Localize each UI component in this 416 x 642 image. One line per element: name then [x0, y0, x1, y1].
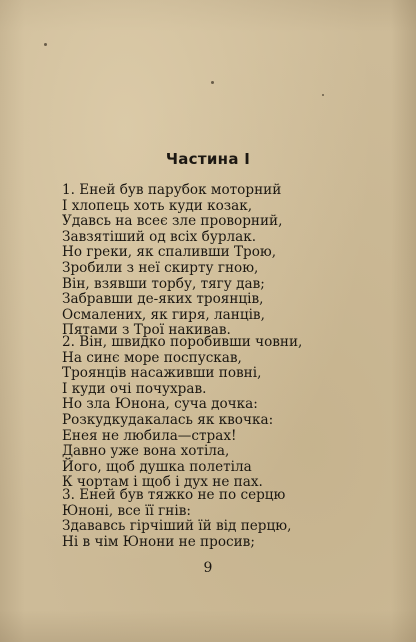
ink-speck	[211, 81, 214, 84]
verse-line: Осмалених, як гиря, ланців,	[62, 306, 265, 323]
verse-line: Троянців насаживши повні,	[62, 365, 262, 382]
stanza-3	[62, 488, 362, 550]
stanza-2	[62, 335, 362, 491]
verse-line: Ні в чім Юнони не просив;	[62, 533, 255, 550]
verse-line: Удавсь на всеє зле проворний,	[62, 213, 283, 230]
page-number: 9	[203, 560, 213, 576]
section-heading: Частина І	[165, 150, 251, 168]
ink-speck	[44, 43, 47, 46]
verse-line: Но зла Юнона, суча дочка:	[62, 396, 258, 413]
verse-line: Здававсь гірчіший їй від перцю,	[62, 518, 292, 535]
verse-line: Енея не любила—страх!	[62, 427, 237, 444]
verse-line: Зробили з неї скирту гною,	[62, 259, 259, 276]
verse-line: І хлопець хоть куди козак,	[62, 197, 253, 214]
verse-line: К чортам і щоб і дух не пах.	[62, 474, 263, 491]
verse-line: Давно уже вона хотіла,	[62, 443, 230, 460]
verse-line: 1. Еней був парубок моторний	[62, 182, 282, 198]
verse-line: І куди очі почухрав.	[62, 380, 207, 397]
verse-line: Його, щоб душка полетіла	[62, 458, 252, 475]
ink-speck	[322, 94, 324, 96]
verse-line: Забравши де-яких троянців,	[62, 291, 264, 308]
verse-line: Но греки, як спаливши Трою,	[62, 244, 277, 261]
verse-line: На синє море поспускав,	[62, 349, 242, 366]
verse-line: 3. Еней був тяжко не по серцю	[62, 487, 286, 503]
verse-line: Пятами з Трої накивав.	[62, 322, 231, 339]
verse-line: Він, взявши торбу, тягу дав;	[62, 275, 265, 292]
stanza-1	[62, 183, 362, 339]
verse-line: 2. Він, швидко поробивши човни,	[62, 334, 303, 350]
verse-line: Розкудкудакалась як квочка:	[62, 411, 274, 428]
verse-line: Завзятіший од всіх бурлак.	[62, 228, 257, 245]
verse-line: Юноні, все її гнів:	[62, 502, 191, 519]
